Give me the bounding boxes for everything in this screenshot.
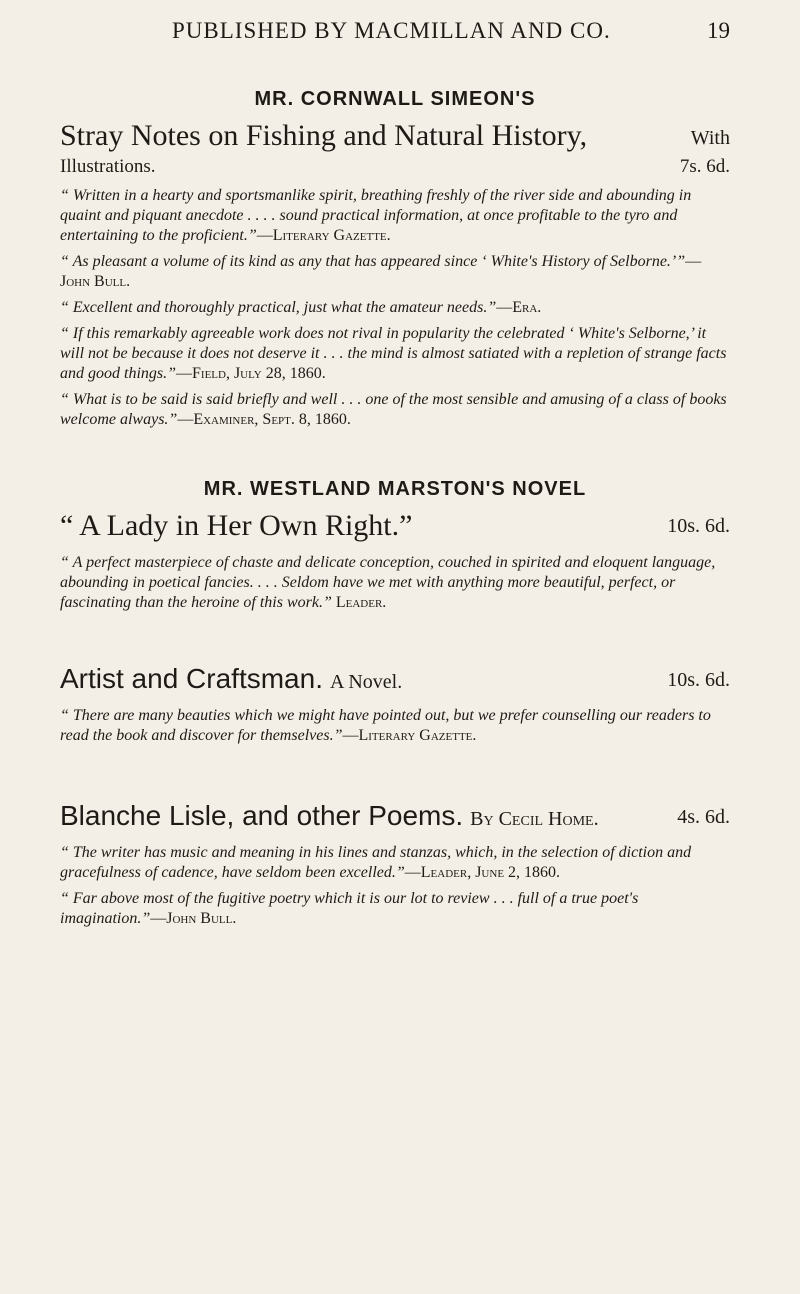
title-text: Artist and Craftsman. <box>60 663 323 694</box>
review-quote: “ What is to be said is said briefly and well . . . one of the most sensible and amusing of a class of books welcome always.” <box>60 390 727 428</box>
page-number: 19 <box>707 18 730 43</box>
advert-marston <box>60 478 730 614</box>
section-author: MR. CORNWALL SIMEON'S <box>254 88 536 110</box>
review-quote: “ The writer has music and meaning in his lines and stanzas, which, in the selection of diction and gracefulness of cadence, have seldom been excelled.” <box>60 844 692 882</box>
review <box>60 324 730 384</box>
price: 10s. 6d. <box>667 669 730 691</box>
review-source: —Era. <box>496 298 542 316</box>
subline <box>60 156 730 178</box>
section-author: MR. WESTLAND MARSTON'S NOVEL <box>203 477 587 500</box>
section-title <box>60 800 730 833</box>
review <box>60 553 730 613</box>
review-source: —Examiner, Sept. 8, 1860. <box>177 410 351 428</box>
price: 10s. 6d. <box>667 514 730 537</box>
review-source: Leader. <box>335 594 387 611</box>
advert-blanche-lisle <box>60 800 730 929</box>
review-source: —Literary Gazette. <box>256 226 391 244</box>
review-quote: “ There are many beauties which we might have pointed out, but we prefer counselling our readers to read the book and discover for themselves.” <box>60 707 711 745</box>
title-suffix: With <box>690 127 730 149</box>
price: 7s. 6d. <box>679 155 730 177</box>
review <box>60 390 730 430</box>
review-quote: “ As pleasant a volume of its kind as any that has appeared since ‘ White's History of Selborne.’” <box>60 252 686 270</box>
review-quote: “ A perfect masterpiece of chaste and delicate conception, couched in spirited and eloquent language, abounding in poetical fancies. . . . Seldom have we met with anything more beautiful, perfect, or fascinating than the heroine of this work.” <box>60 554 716 611</box>
review-source: —Field, July 28, 1860. <box>176 364 326 382</box>
review-source: —Leader, June 2, 1860. <box>404 864 561 882</box>
title-text: Stray Notes on Fishing and Natural History, <box>60 119 588 152</box>
review-source: —John Bull. <box>60 252 702 290</box>
advert-artist-craftsman <box>60 663 730 746</box>
running-head <box>60 0 730 60</box>
section-title <box>60 509 730 544</box>
section-title <box>60 663 730 696</box>
review-quote: “ If this remarkably agreeable work does not rival in popularity the celebrated ‘ White's Selborne,’ it will not be because it does not deserve it . . . the mind is almost satiated with a repletion of strange facts and good things.” <box>60 324 727 382</box>
review-source: —John Bull. <box>150 910 237 928</box>
title-text: Blanche Lisle, and other Poems. <box>60 800 464 832</box>
review <box>60 889 730 929</box>
review <box>60 843 730 883</box>
review <box>60 252 730 292</box>
review-quote: “ Written in a hearty and sportsmanlike spirit, breathing freshly of the river side and abounding in quaint and piquant anecdote . . . . sound practical information, at once profitable to the tyro and entertaining to the proficient.” <box>60 186 692 244</box>
review <box>60 706 730 746</box>
review-source: —Literary Gazette. <box>342 727 477 745</box>
advert-simeon <box>60 88 730 430</box>
review-quote: “ Excellent and thoroughly practical, just what the amateur needs.” <box>60 298 497 316</box>
price: 4s. 6d. <box>677 806 730 829</box>
title-suffix: By Cecil Home. <box>470 808 599 831</box>
title-text: “ A Lady in Her Own Right.” <box>60 508 413 542</box>
running-title: PUBLISHED BY MACMILLAN AND CO. <box>172 18 611 43</box>
title-suffix: A Novel. <box>329 671 403 693</box>
review-quote: “ Far above most of the fugitive poetry which it is our lot to review . . . full of a true poet's imagination.” <box>60 890 639 928</box>
review <box>60 298 730 318</box>
subtitle: Illustrations. <box>60 155 156 177</box>
section-title <box>60 119 730 154</box>
review <box>60 186 730 246</box>
